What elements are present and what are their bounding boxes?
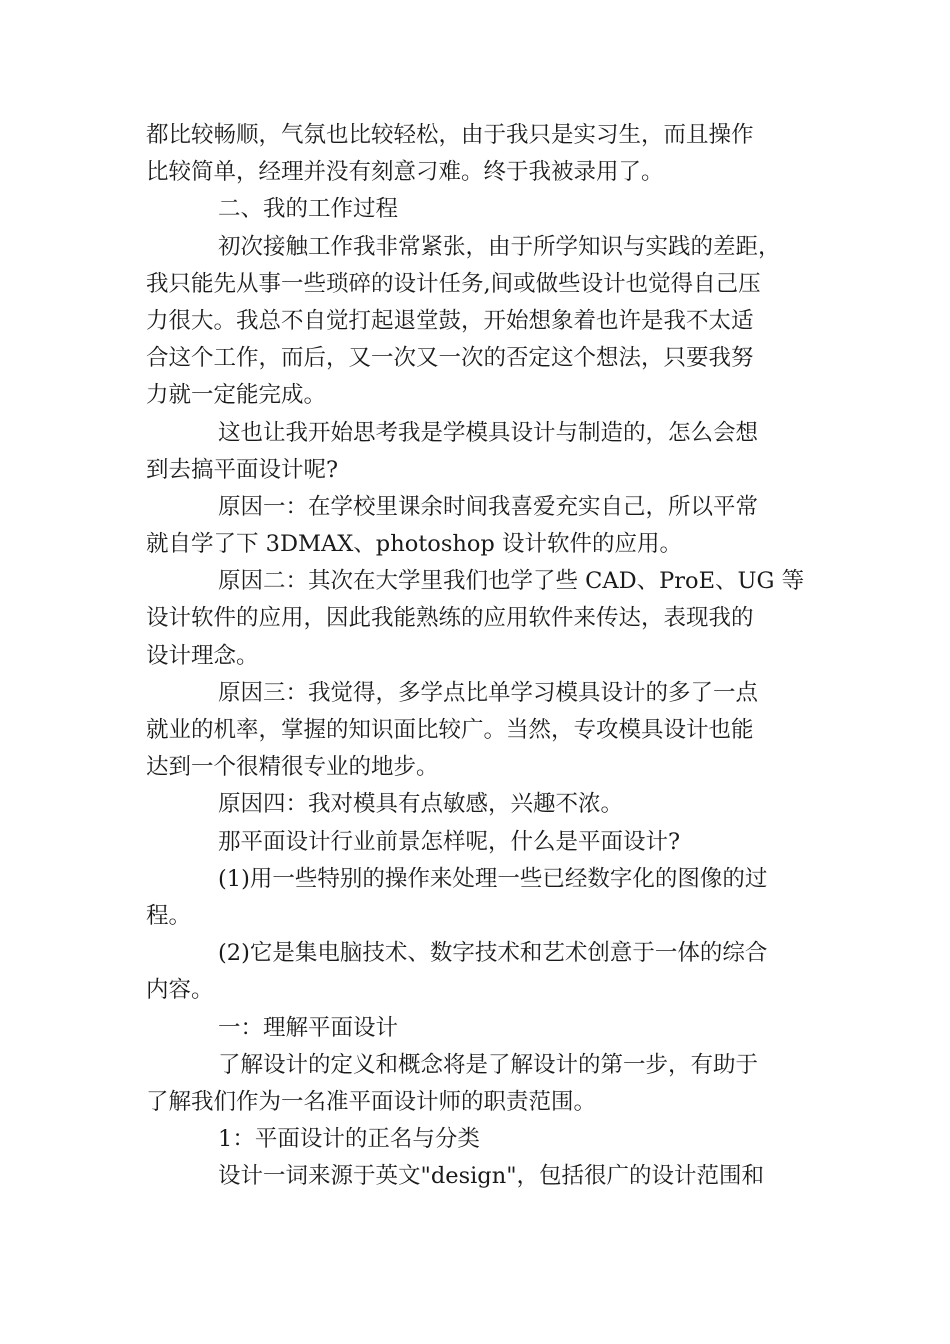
text-line: 设计一词来源于英文"design"，包括很广的设计范围和 [218, 1163, 765, 1190]
text-line: 原因三：我觉得，多学点比单学习模具设计的多了一点 [218, 679, 759, 706]
text-line: 都比较畅顺，气氛也比较轻松，由于我只是实习生，而且操作 [146, 122, 754, 148]
text-line: 内容。 [146, 977, 214, 1004]
text-line: 达到一个很精很专业的地步。 [146, 754, 439, 781]
document-body [146, 117, 806, 1195]
text-line: 了解设计的定义和概念将是了解设计的第一步，有助于 [218, 1051, 759, 1078]
text-line: 比较简单，经理并没有刻意刁难。终于我被录用了。 [146, 159, 664, 186]
text-line: 1：平面设计的正名与分类 [218, 1126, 480, 1153]
text-line: 设计理念。 [146, 642, 259, 669]
text-line: 程。 [146, 902, 192, 929]
text-line: 力很大。我总不自觉打起退堂鼓，开始想象着也许是我不太适 [146, 307, 754, 334]
text-line: (2)它是集电脑技术、数字技术和艺术创意于一体的综合 [218, 940, 768, 967]
text-line: 合这个工作，而后，又一次又一次的否定这个想法，只要我努 [146, 345, 754, 372]
text-line: 就自学了下 3DMAX、photoshop 设计软件的应用。 [146, 531, 682, 558]
text-line: 二、我的工作过程 [218, 196, 399, 223]
text-line: 我只能先从事一些琐碎的设计任务,间或做些设计也觉得自己压 [146, 270, 761, 297]
text-line: 原因四：我对模具有点敏感，兴趣不浓。 [218, 791, 624, 818]
text-line: 这也让我开始思考我是学模具设计与制造的，怎么会想 [218, 419, 759, 446]
text-line: 了解我们作为一名准平面设计师的职责范围。 [146, 1088, 597, 1115]
text-line: (1)用一些特别的操作来处理一些已经数字化的图像的过 [218, 865, 768, 892]
text-line: 一：理解平面设计 [218, 1014, 399, 1041]
text-line: 力就一定能完成。 [146, 382, 327, 409]
text-line: 初次接触工作我非常紧张，由于所学知识与实践的差距， [218, 233, 781, 260]
text-line: 那平面设计行业前景怎样呢，什么是平面设计? [218, 828, 681, 855]
text-line: 原因一：在学校里课余时间我喜爱充实自己，所以平常 [218, 493, 759, 520]
text-line: 到去搞平面设计呢? [146, 456, 339, 483]
text-line: 设计软件的应用，因此我能熟练的应用软件来传达，表现我的 [146, 605, 754, 632]
text-line: 就业的机率，掌握的知识面比较广。当然，专攻模具设计也能 [146, 717, 754, 743]
text-line: 原因二：其次在大学里我们也学了些 CAD、ProE、UG 等 [218, 568, 805, 595]
